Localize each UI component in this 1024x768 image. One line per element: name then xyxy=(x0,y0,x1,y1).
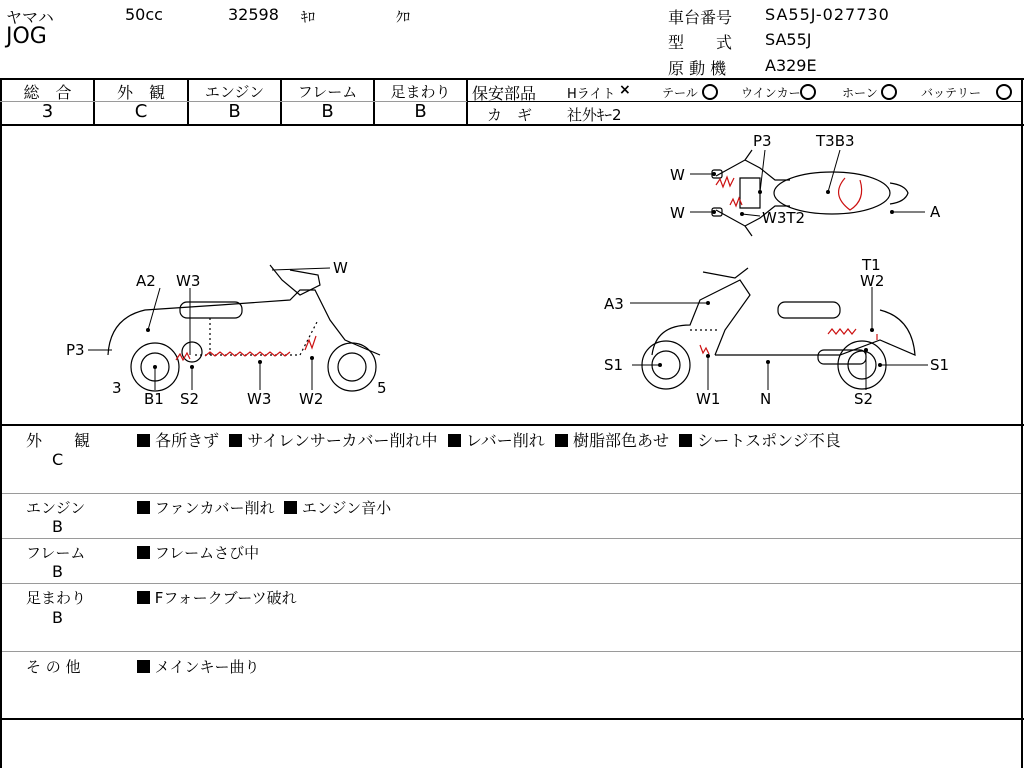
headlight-status: × xyxy=(619,82,631,98)
bottom-divider xyxy=(0,718,1024,720)
bullet-icon xyxy=(137,546,150,559)
bullet-icon xyxy=(137,501,150,514)
bullet-icon xyxy=(137,591,150,604)
left-side-label: P3 xyxy=(66,341,85,359)
top-label: P3 xyxy=(753,132,772,150)
overall-grade: 3 xyxy=(41,101,54,122)
top-label: W xyxy=(670,204,685,222)
suspension-section-grade: B xyxy=(52,608,63,627)
frame-section-grade: B xyxy=(52,562,63,581)
headlight-label: Hライト xyxy=(567,87,616,102)
overall-label: 総 合 xyxy=(23,83,72,102)
remark: ファンカバー削れ xyxy=(154,499,275,517)
right-side-label: A3 xyxy=(604,295,624,313)
bullet-icon xyxy=(679,434,692,447)
winker-ok-icon xyxy=(800,83,816,102)
condition-diagram xyxy=(0,126,1024,424)
remark: シートスポンジ不良 xyxy=(697,431,841,450)
right-side-label: W1 xyxy=(696,390,721,408)
damage-marks xyxy=(176,177,877,360)
exterior-section-label: 外 観 xyxy=(26,431,91,450)
engine-label: 原 動 機 xyxy=(668,59,727,78)
remark: 樹脂部色あせ xyxy=(572,431,669,450)
label-leaders xyxy=(88,150,928,390)
right-side-label: S1 xyxy=(930,356,950,374)
exterior-label: 外 観 xyxy=(116,83,165,102)
remark: 各所きず xyxy=(155,431,220,450)
other-section-label: そ の 他 xyxy=(26,658,81,676)
frame-grade: B xyxy=(321,101,334,122)
bullet-icon xyxy=(229,434,242,447)
engine-section-label: エンジン xyxy=(26,499,86,517)
exterior-grade: C xyxy=(134,101,148,122)
engine-grade-label: エンジン xyxy=(204,83,265,101)
top-label: W3T2 xyxy=(762,209,806,227)
suspension-grade: B xyxy=(414,101,427,122)
left-side-label: S2 xyxy=(180,390,200,408)
frame-no: SA55J-027730 xyxy=(765,5,890,24)
top-label: T3B3 xyxy=(816,132,855,150)
suspension-grade-label: 足まわり xyxy=(390,83,451,101)
suspension-remarks xyxy=(137,587,297,608)
scooter-outlines xyxy=(108,150,915,391)
safety-label: 保安部品 xyxy=(472,84,537,103)
engine-remarks xyxy=(137,497,391,518)
remark: サイレンサーカバー削れ中 xyxy=(247,431,438,450)
left-side-label: W3 xyxy=(176,272,201,290)
winker-label: ウインカー xyxy=(741,86,801,100)
top-label: A xyxy=(930,203,941,221)
mileage: 32598 xyxy=(228,5,279,24)
frame-grade-label: フレーム xyxy=(297,83,358,101)
left-side-label: W3 xyxy=(247,390,272,408)
right-side-label: W2 xyxy=(860,272,885,290)
exterior-remarks xyxy=(137,428,841,451)
battery-label: バッテリー xyxy=(921,86,982,100)
engine-value: A329E xyxy=(765,56,817,75)
bullet-icon xyxy=(137,434,150,447)
bullet-icon xyxy=(555,434,568,447)
suspension-section-label: 足まわり xyxy=(26,589,87,607)
bullet-icon xyxy=(284,501,297,514)
remark: Fフォークブーツ破れ xyxy=(154,589,297,607)
tail-ok-icon xyxy=(702,83,718,102)
type-value: SA55J xyxy=(765,30,812,49)
key-label: カ ギ xyxy=(487,106,533,124)
engine-section-grade: B xyxy=(52,517,63,536)
model-name: JOG xyxy=(6,24,47,49)
frame-remarks xyxy=(137,542,259,563)
label-points xyxy=(146,172,894,369)
left-side-label: B1 xyxy=(144,390,164,408)
type-label: 型 式 xyxy=(668,33,733,52)
mileage-unit: ｷﾛ xyxy=(301,10,315,26)
left-side-label: A2 xyxy=(136,272,156,290)
other-remarks xyxy=(137,656,259,677)
left-side-label: 5 xyxy=(377,379,387,397)
remark: メインキー曲り xyxy=(154,658,260,676)
right-side-label: T1 xyxy=(862,256,881,274)
bullet-icon xyxy=(137,660,150,673)
top-label: W xyxy=(670,166,685,184)
right-side-label: S1 xyxy=(604,356,624,374)
diagram-divider xyxy=(0,424,1024,426)
engine-grade: B xyxy=(228,101,241,122)
battery-ok-icon xyxy=(996,83,1012,102)
color: ｸﾛ xyxy=(396,10,410,26)
horn-label: ホーン xyxy=(842,86,878,100)
remark: エンジン音小 xyxy=(301,499,392,517)
bullet-icon xyxy=(448,434,461,447)
remark: フレームさび中 xyxy=(154,544,260,562)
maker: ヤマハ xyxy=(6,8,54,27)
displacement: 50cc xyxy=(125,5,163,24)
left-side-label: W xyxy=(333,259,348,277)
key-value: 社外ｷｰ2 xyxy=(567,106,622,124)
left-side-label: 3 xyxy=(112,379,122,397)
remark: レバー削れ xyxy=(465,431,545,450)
horn-ok-icon xyxy=(881,83,897,102)
right-side-label: N xyxy=(760,390,772,408)
frame-no-label: 車台番号 xyxy=(668,8,733,27)
left-side-label: W2 xyxy=(299,390,324,408)
right-side-label: S2 xyxy=(854,390,874,408)
frame-section-label: フレーム xyxy=(26,544,86,562)
tail-label: テール xyxy=(662,86,698,100)
exterior-section-grade: C xyxy=(52,450,64,469)
